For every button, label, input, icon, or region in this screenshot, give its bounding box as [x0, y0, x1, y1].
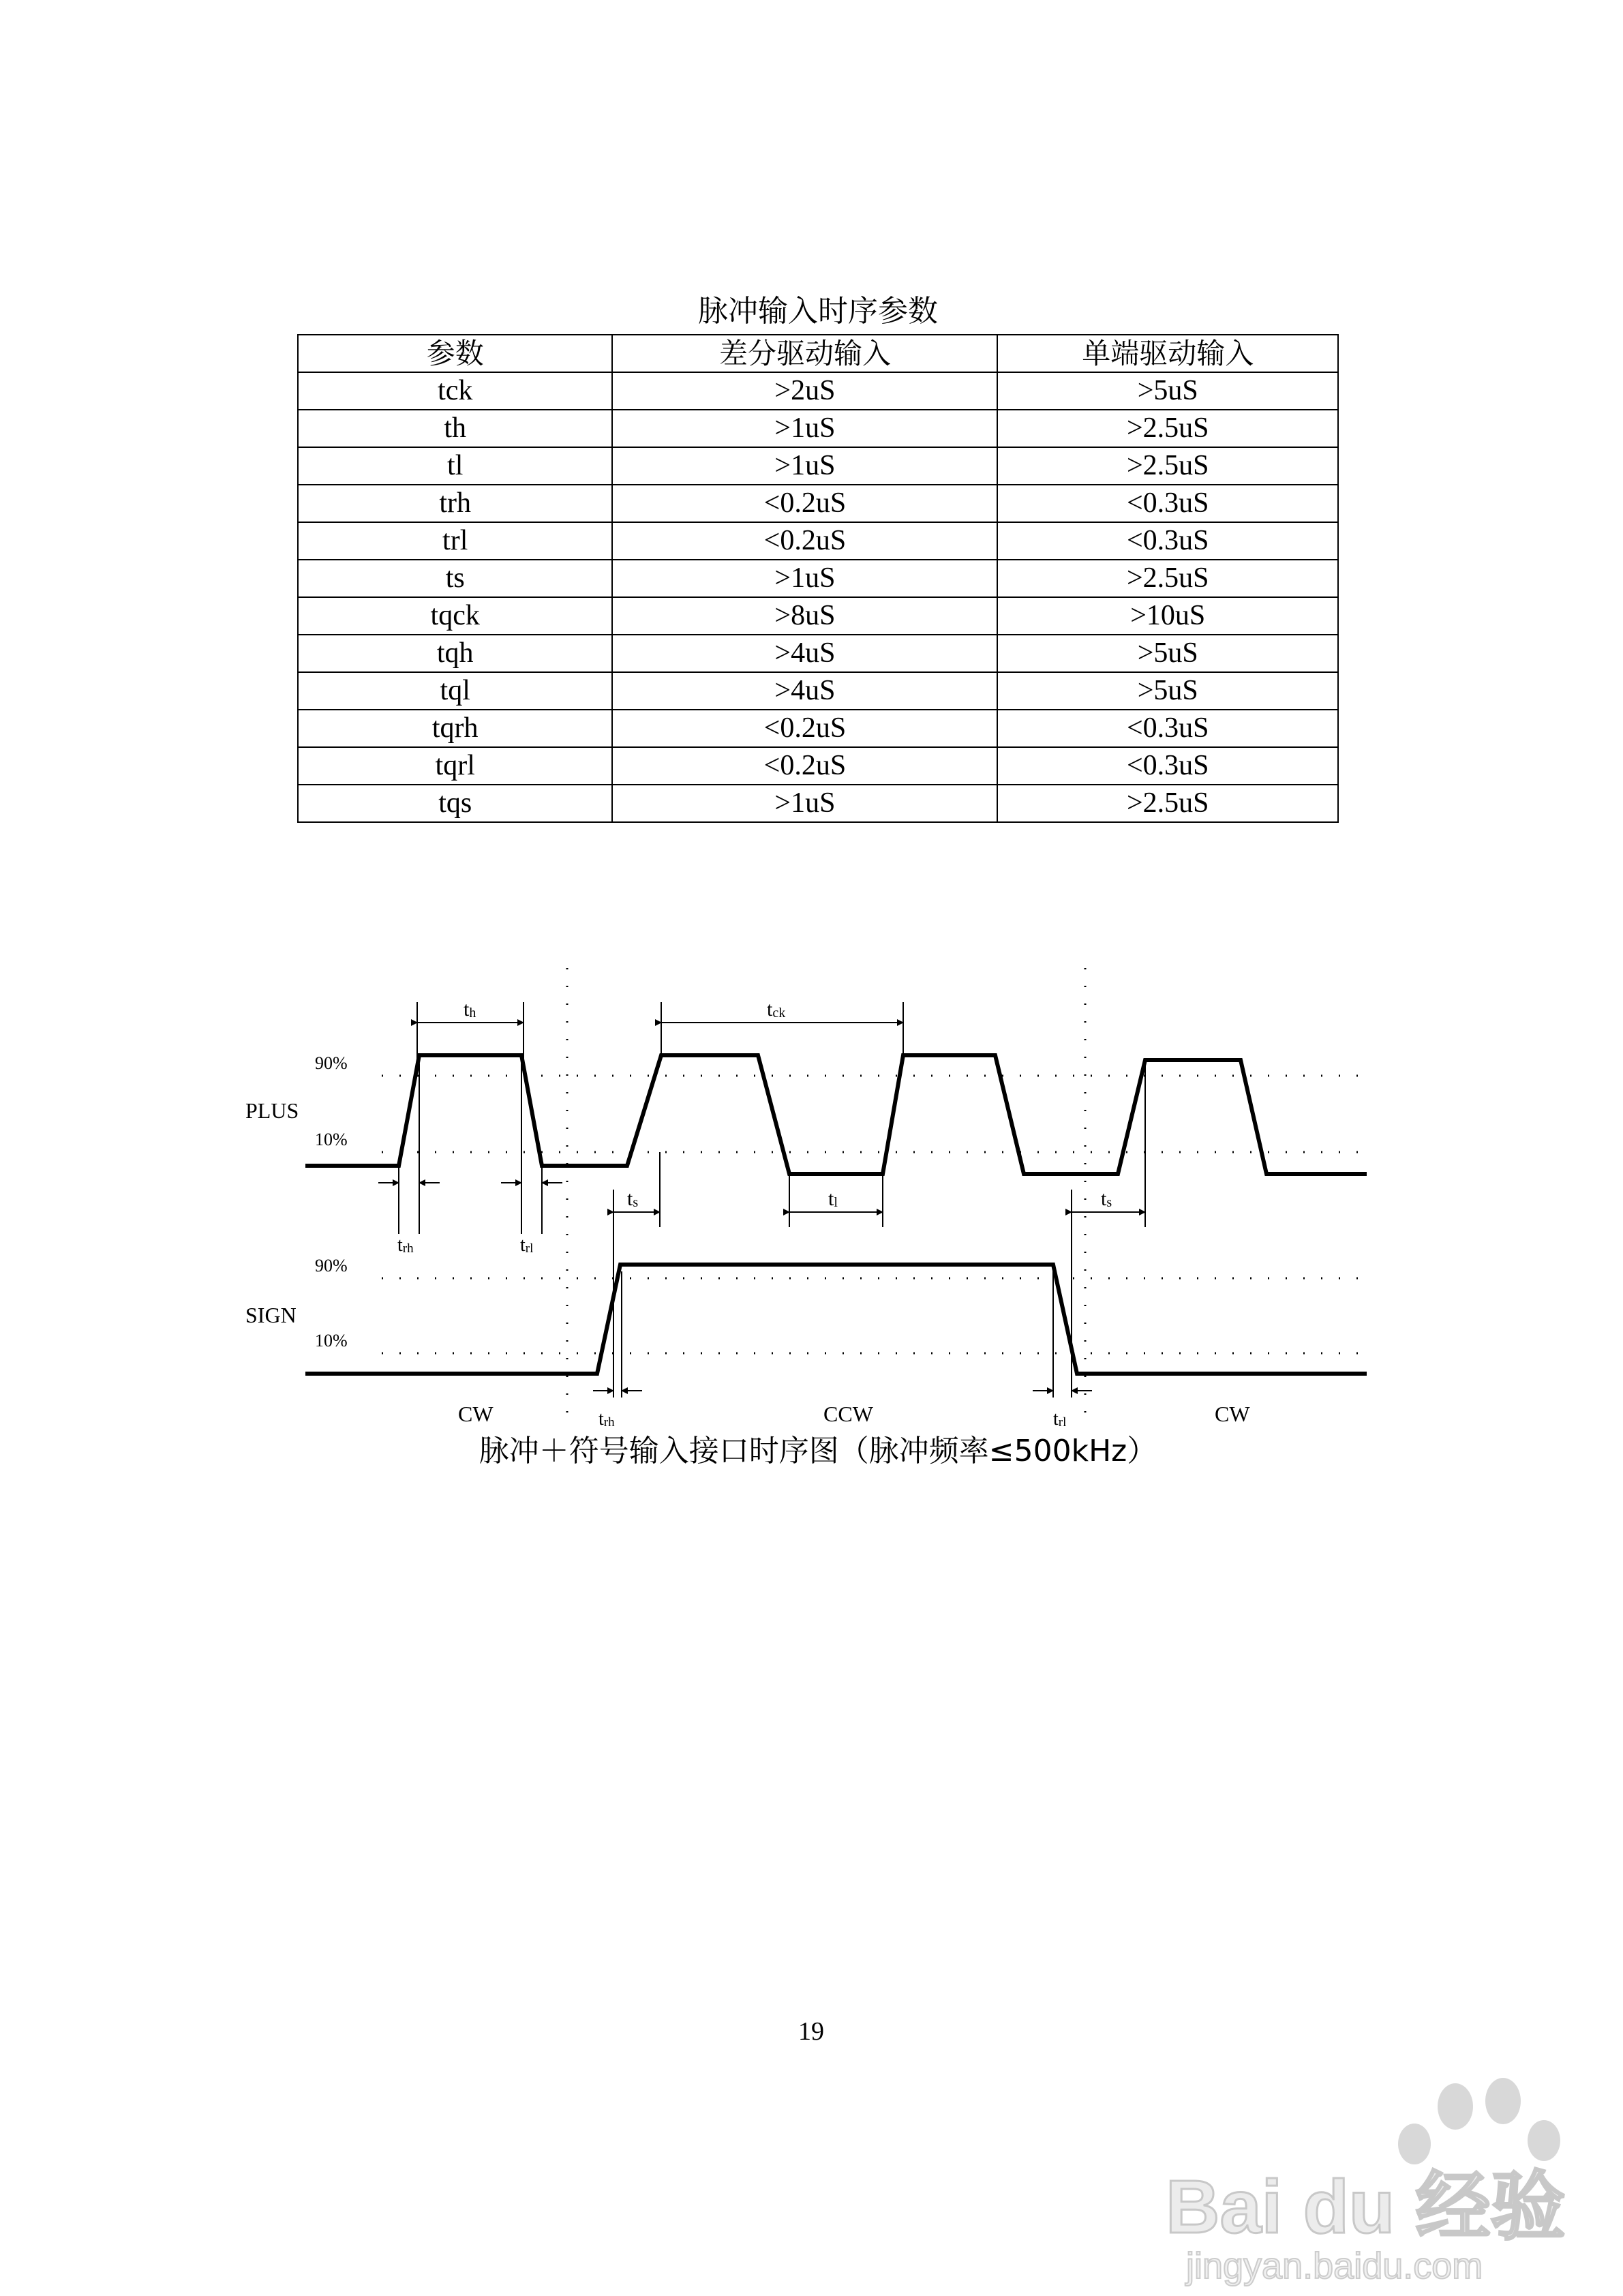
trh-sign-label: trh — [598, 1408, 615, 1430]
parameter-cell: th — [298, 410, 612, 447]
single-ended-value-cell: >2.5uS — [997, 560, 1338, 597]
single-ended-value-cell: <0.3uS — [997, 522, 1338, 560]
differential-value-cell: >2uS — [612, 372, 997, 410]
th-label: th — [464, 998, 476, 1021]
diagram-caption: 脉冲＋符号输入接口时序图（脉冲频率≤500kHz） — [479, 1434, 1157, 1468]
parameter-cell: tqck — [298, 597, 612, 635]
header-parameter: 参数 — [298, 335, 612, 372]
differential-value-cell: >1uS — [612, 410, 997, 447]
differential-value-cell: <0.2uS — [612, 522, 997, 560]
plus-waveform — [305, 1055, 1367, 1174]
single-ended-value-cell: >5uS — [997, 672, 1338, 710]
differential-value-cell: <0.2uS — [612, 710, 997, 747]
differential-value-cell: >1uS — [612, 447, 997, 485]
table-title: 脉冲输入时序参数 — [698, 294, 938, 329]
sign-label: SIGN — [245, 1303, 297, 1327]
single-ended-value-cell: >2.5uS — [997, 410, 1338, 447]
page-number: 19 — [798, 2017, 824, 2046]
plus-10-label: 10% — [315, 1130, 348, 1149]
differential-value-cell: >4uS — [612, 672, 997, 710]
parameter-cell: trl — [298, 522, 612, 560]
trh-plus-label: trh — [397, 1235, 414, 1256]
ccw-label: CCW — [823, 1402, 873, 1426]
watermark-url: jingyan.baidu.com — [1186, 2246, 1483, 2286]
single-ended-value-cell: >2.5uS — [997, 785, 1338, 822]
baidu-jingyan-watermark — [1145, 2059, 1622, 2291]
header-single-ended-input: 单端驱动输入 — [997, 335, 1338, 372]
watermark-brand: Bai du 经验 — [1166, 2165, 1566, 2249]
single-ended-value-cell: <0.3uS — [997, 485, 1338, 522]
parameter-cell: tqrh — [298, 710, 612, 747]
sign-waveform — [305, 1265, 1367, 1374]
plus-label: PLUS — [245, 1098, 299, 1123]
trl-plus-label: trl — [520, 1235, 534, 1256]
ts-left-label: ts — [627, 1188, 639, 1210]
tl-label: tl — [828, 1188, 838, 1210]
cw-left-label: CW — [458, 1402, 494, 1426]
differential-value-cell: >4uS — [612, 635, 997, 672]
differential-value-cell: <0.2uS — [612, 485, 997, 522]
single-ended-value-cell: >5uS — [997, 635, 1338, 672]
plus-90-label: 90% — [315, 1053, 348, 1073]
single-ended-value-cell: <0.3uS — [997, 710, 1338, 747]
tck-label: tck — [767, 998, 786, 1021]
reference-lines — [382, 968, 1363, 1418]
parameter-cell: tck — [298, 372, 612, 410]
differential-value-cell: <0.2uS — [612, 747, 997, 785]
parameter-cell: tql — [298, 672, 612, 710]
cw-right-label: CW — [1215, 1402, 1250, 1426]
parameter-cell: tqrl — [298, 747, 612, 785]
differential-value-cell: >1uS — [612, 560, 997, 597]
trl-sign-label: trl — [1053, 1408, 1067, 1430]
parameter-cell: trh — [298, 485, 612, 522]
ts-right-label: ts — [1101, 1188, 1112, 1210]
sign-10-label: 10% — [315, 1331, 348, 1350]
parameter-cell: tl — [298, 447, 612, 485]
extension-lines — [399, 1002, 1145, 1398]
single-ended-value-cell: >2.5uS — [997, 447, 1338, 485]
parameter-cell: ts — [298, 560, 612, 597]
sign-90-label: 90% — [315, 1256, 348, 1275]
dimension-arrows — [378, 1023, 1145, 1391]
differential-value-cell: >1uS — [612, 785, 997, 822]
single-ended-value-cell: >5uS — [997, 372, 1338, 410]
differential-value-cell: >8uS — [612, 597, 997, 635]
parameter-cell: tqh — [298, 635, 612, 672]
single-ended-value-cell: >10uS — [997, 597, 1338, 635]
single-ended-value-cell: <0.3uS — [997, 747, 1338, 785]
parameter-cell: tqs — [298, 785, 612, 822]
paw-logo — [1398, 2078, 1560, 2164]
header-differential-input: 差分驱动输入 — [612, 335, 997, 372]
